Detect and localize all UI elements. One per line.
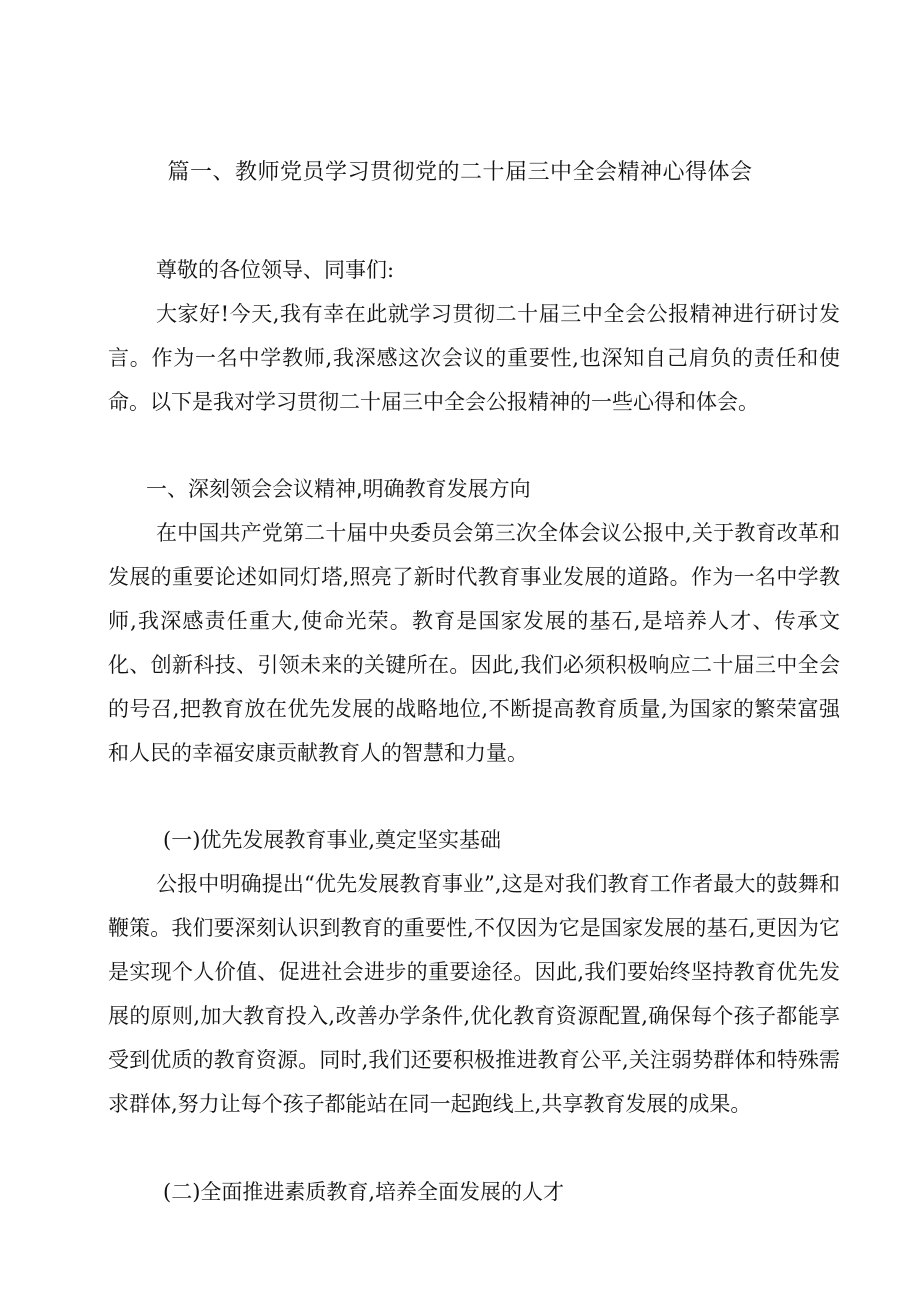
paragraph-subsection-1: 公报中明确提出“优先发展教育事业”,这是对我们教育工作者最大的鼓舞和鞭策。我们要深刻认识到教育的重要性,不仅因为它是国家发展的基石,更因为它是实现个人价值、促进社会进步的重要途径。因此,我们要始终坚持教育优先发展的原则,加大教育投入,改善办学条件,优化教育资源配置,确保每个孩子都能享受到优质的教育资源。同时,我们还要积极推进教育公平,关注弱势群体和特殊需求群体,努力让每个孩子都能站在同一起跑线上,共享教育发展的成果。: [108, 872, 840, 1116]
salutation: 尊敬的各位领导、同事们:: [156, 258, 395, 282]
section-heading-1: 一、深刻领会会议精神,明确教育发展方向: [146, 477, 531, 501]
paragraph-intro: 大家好!今天,我有幸在此就学习贯彻二十届三中全会公报精神进行研讨发言。作为一名中学教师,我深感这次会议的重要性,也深知自己肩负的责任和使命。以下是我对学习贯彻二十届三中全会公报精神的一些心得和体会。: [108, 302, 840, 414]
paragraph-section-1: 在中国共产党第二十届中央委员会第三次全体会议公报中,关于教育改革和发展的重要论述如同灯塔,照亮了新时代教育事业发展的道路。作为一名中学教师,我深感责任重大,使命光荣。教育是国家发展的基石,是培养人才、传承文化、创新科技、引领未来的关键所在。因此,我们必须积极响应二十届三中全会的号召,把教育放在优先发展的战略地位,不断提高教育质量,为国家的繁荣富强和人民的幸福安康贡献教育人的智慧和力量。: [108, 521, 840, 765]
subsection-heading-2: (二)全面推进素质教育,培养全面发展的人才: [163, 1180, 565, 1204]
subsection-heading-1: (一)优先发展教育事业,奠定坚实基础: [163, 828, 502, 852]
document-title: 篇一、教师党员学习贯彻党的二十届三中全会精神心得体会: [167, 160, 753, 185]
